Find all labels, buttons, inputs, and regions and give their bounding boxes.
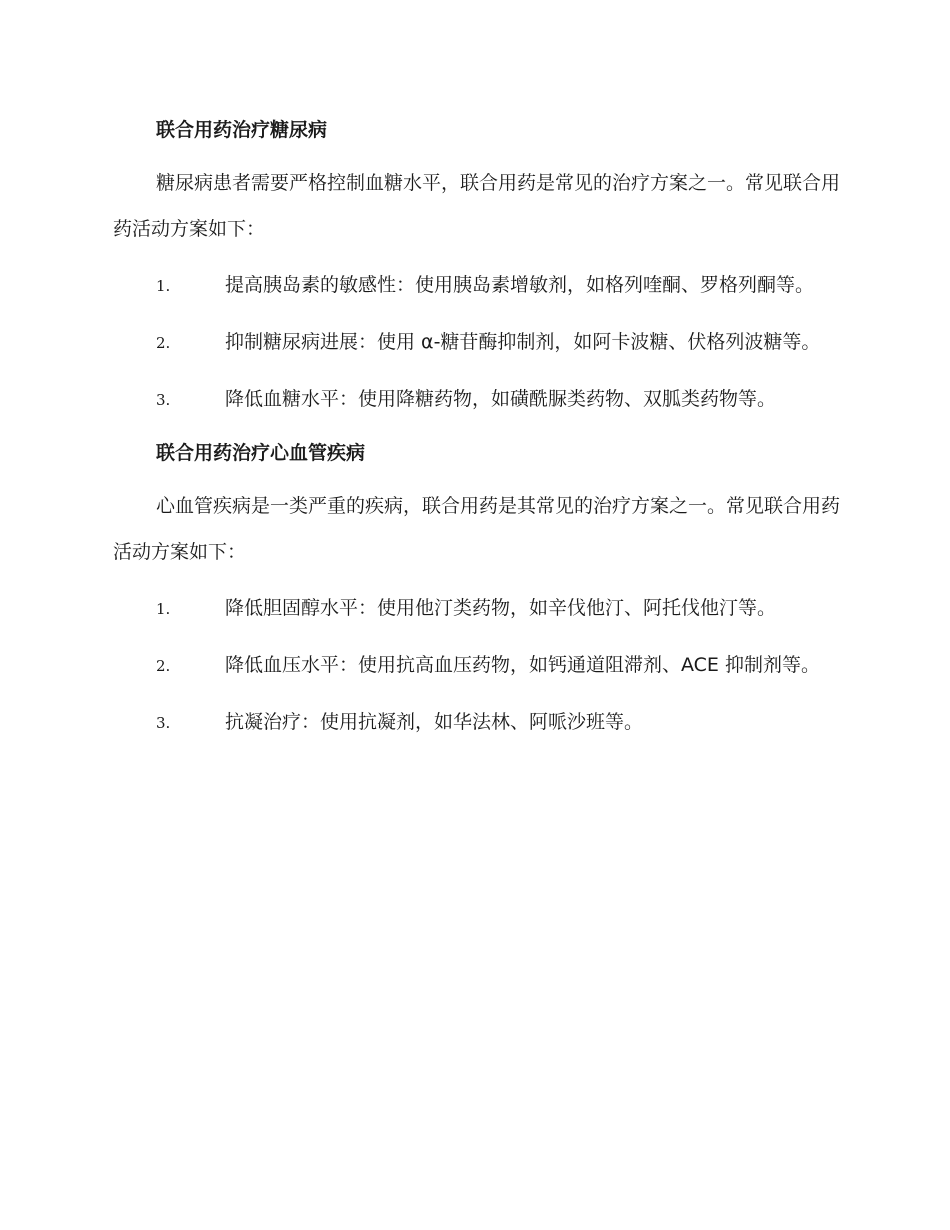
list-text: 抑制糖尿病进展：使用 α-糖苷酶抑制剂，如阿卡波糖、伏格列波糖等。 <box>225 331 821 353</box>
document-content <box>113 110 840 756</box>
list-text: 降低血压水平：使用抗高血压药物，如钙通道阻滞剂、ACE 抑制剂等。 <box>225 654 820 676</box>
section-intro-diabetes: 糖尿病患者需要严格控制血糖水平，联合用药是常见的治疗方案之一。常见联合用药活动方案如下： <box>113 172 841 240</box>
list-number: 3. <box>156 391 171 409</box>
list-number: 3. <box>156 714 171 732</box>
section-heading-diabetes: 联合用药治疗糖尿病 <box>156 119 328 141</box>
list-text: 降低血糖水平：使用降糖药物，如磺酰脲类药物、双胍类药物等。 <box>225 388 777 410</box>
list-item <box>113 319 840 366</box>
list-item <box>113 376 840 423</box>
section-heading-cardiovascular: 联合用药治疗心血管疾病 <box>156 442 366 464</box>
list-item <box>113 262 840 309</box>
list-number: 2. <box>156 657 171 675</box>
list-item <box>113 585 840 632</box>
list-text: 降低胆固醇水平：使用他汀类药物，如辛伐他汀、阿托伐他汀等。 <box>225 597 777 619</box>
section-intro-cardiovascular: 心血管疾病是一类严重的疾病，联合用药是其常见的治疗方案之一。常见联合用药活动方案如下： <box>113 495 841 563</box>
list-text: 提高胰岛素的敏感性：使用胰岛素增敏剂，如格列喹酮、罗格列酮等。 <box>225 274 815 296</box>
list-number: 1. <box>156 277 171 295</box>
list-text: 抗凝治疗：使用抗凝剂，如华法林、阿哌沙班等。 <box>225 711 644 733</box>
list-item <box>113 642 840 689</box>
list-number: 2. <box>156 334 171 352</box>
list-number: 1. <box>156 600 171 618</box>
list-item <box>113 699 840 746</box>
